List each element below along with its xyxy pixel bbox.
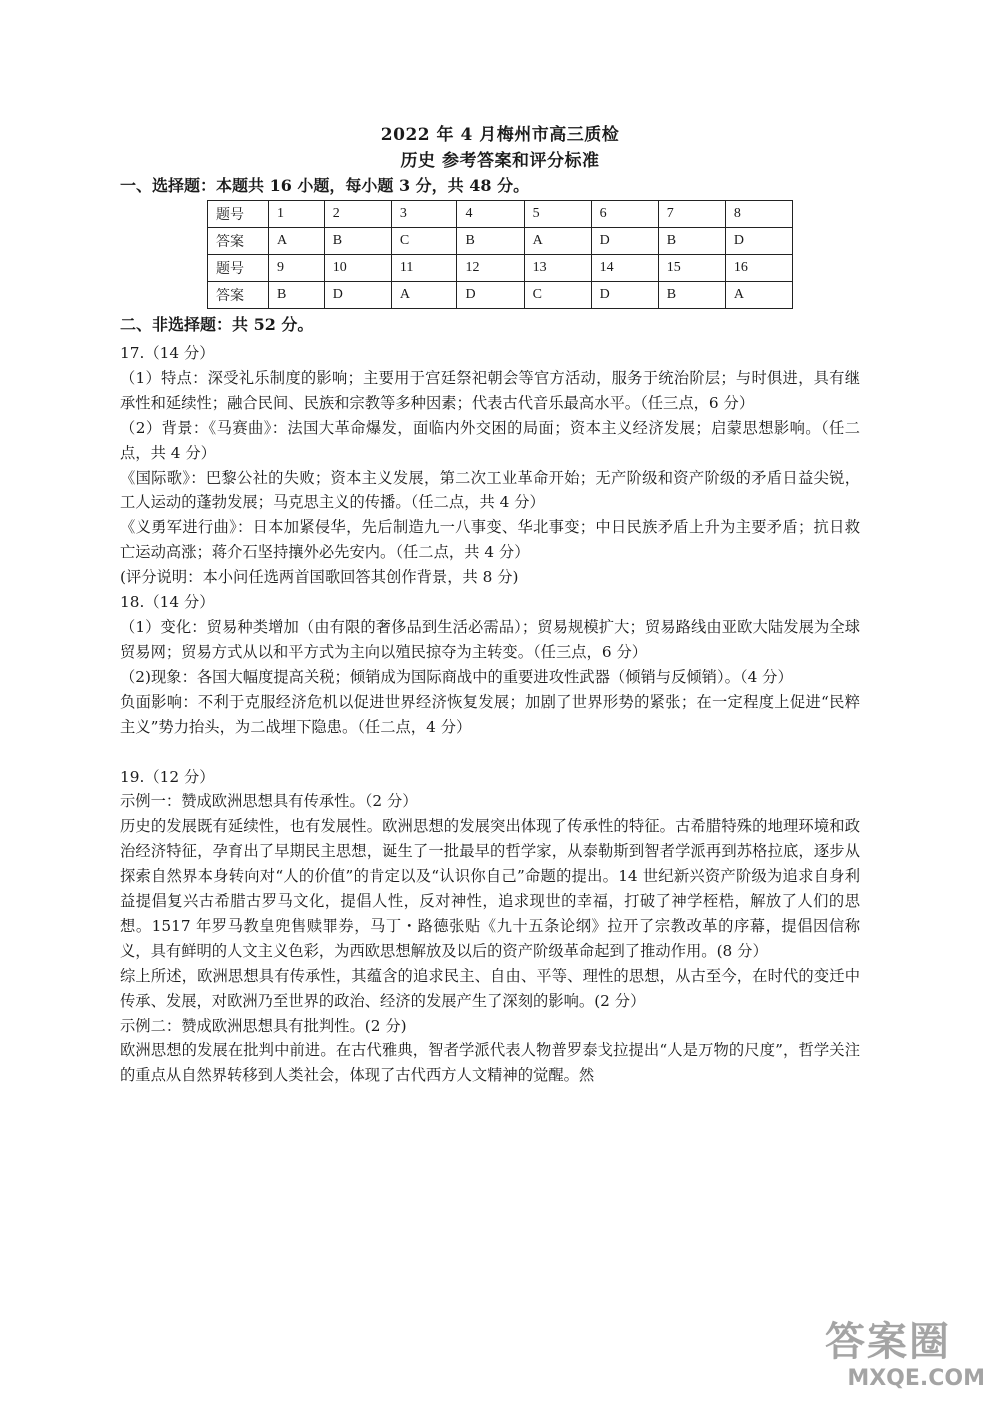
table-cell: A	[269, 228, 325, 255]
table-cell: A	[725, 282, 792, 309]
table-cell: 15	[658, 255, 725, 282]
page-subtitle: 历史 参考答案和评分标准	[400, 151, 600, 171]
table-cell: C	[391, 228, 457, 255]
watermark-logo	[825, 1318, 985, 1408]
table-row-header: 题号	[208, 255, 269, 282]
table-cell: A	[524, 228, 591, 255]
answer-paragraph: （1）特点：深受礼乐制度的影响；主要用于宫廷祭祀朝会等官方活动，服务于统治阶层；与时俱进，具有继承性和延续性；融合民间、民族和宗教等多种因素；代表古代音乐最高水平。（任三点，6 分）	[120, 368, 860, 412]
section-2-heading: 二、非选择题：共 52 分。	[120, 315, 314, 334]
logo-main-text: 答案圈	[825, 1319, 951, 1365]
answer-paragraph: （2)现象：各国大幅度提高关税；倾销成为国际商战中的重要进攻性武器（倾销与反倾销）。（4 分）	[120, 667, 793, 686]
answer-paragraph: (评分说明：本小问任选两首国歌回答其创作背景，共 8 分)	[120, 568, 519, 587]
table-cell: 16	[725, 255, 792, 282]
table-row	[208, 201, 793, 228]
table-cell: B	[324, 228, 391, 255]
answer-paragraph: 综上所述，欧洲思想具有传承性，其蕴含的追求民主、自由、平等、理性的思想，从古至今，在时代的变迁中传承、发展，对欧洲乃至世界的政治、经济的发展产生了深刻的影响。(2 分）	[120, 966, 860, 1010]
table-cell: B	[269, 282, 325, 309]
table-row-header: 答案	[208, 282, 269, 309]
answer-paragraph: 19.（12 分）	[120, 767, 215, 786]
section-1-heading: 一、选择题：本题共 16 小题，每小题 3 分，共 48 分。	[120, 176, 530, 195]
table-cell: 1	[269, 201, 325, 228]
table-cell: 4	[457, 201, 524, 228]
table-cell: 3	[391, 201, 457, 228]
answer-paragraph: 负面影响：不利于克服经济危机以促进世界经济恢复发展；加剧了世界形势的紧张；在一定程度上促进“民粹主义”势力抬头，为二战埋下隐患。（任二点，4 分）	[120, 692, 860, 736]
table-cell: B	[658, 228, 725, 255]
table-row	[208, 282, 793, 309]
answer-paragraph: （1）变化：贸易种类增加（由有限的奢侈品到生活必需品）；贸易规模扩大；贸易路线由亚欧大陆发展为全球贸易网；贸易方式从以和平方式为主向以殖民掠夺为主转变。（任三点，6 分）	[120, 617, 860, 661]
table-cell: 11	[391, 255, 457, 282]
table-cell: 5	[524, 201, 591, 228]
table-cell: B	[457, 228, 524, 255]
table-row-header: 答案	[208, 228, 269, 255]
answer-paragraph	[120, 740, 860, 765]
table-row	[208, 228, 793, 255]
page-title: 2022 年 4 月梅州市高三质检	[380, 125, 620, 145]
logo-url-text: MXQE.COM	[847, 1366, 985, 1391]
table-cell: 6	[591, 201, 658, 228]
answer-paragraph: 17.（14 分）	[120, 344, 215, 362]
table-cell: D	[457, 282, 524, 309]
answer-body	[120, 341, 860, 1088]
answer-paragraph: 示例二：赞成欧洲思想具有批判性。(2 分)	[120, 1016, 407, 1035]
answer-paragraph: 18.（14 分）	[120, 593, 215, 612]
answer-paragraph: 历史的发展既有延续性，也有发展性。欧洲思想的发展突出体现了传承性的特征。古希腊特殊的地理环境和政治经济特征，孕育出了早期民主思想，诞生了一批最早的哲学家，从泰勒斯到智者学派再到苏格拉底，逐步从探索自然界本身转向对“人的价值”的肯定以及“认识你自己”命题的提出。14 世纪新兴资产阶级为追求自身利益提倡复兴古希腊古罗马文化，提倡人性，反对神性，追求现世的幸福，打破了神学桎梏，解放了人们的思想。1517 年罗马教皇兜售赎罪券，马丁・路德张贴《九十五条论纲》拉开了宗教改革的序幕，提倡因信称义，具有鲜明的人文主义色彩，为西欧思想解放及以后的资产阶级革命起到了推动作用。(8 分）	[120, 817, 860, 960]
answer-paragraph: 《义勇军进行曲》：日本加紧侵华，先后制造九一八事变、华北事变；中日民族矛盾上升为主要矛盾；抗日救亡运动高涨；蒋介石坚持攘外必先安内。（任二点，共 4 分）	[120, 518, 860, 562]
table-cell: 10	[324, 255, 391, 282]
table-cell: 8	[725, 201, 792, 228]
table-cell: B	[658, 282, 725, 309]
answer-paragraph: （2）背景：《马赛曲》：法国大革命爆发，面临内外交困的局面；资本主义经济发展；启蒙思想影响。（任二点，共 4 分）	[120, 418, 860, 462]
table-cell: A	[391, 282, 457, 309]
answer-paragraph: 《国际歌》：巴黎公社的失败；资本主义发展，第二次工业革命开始；无产阶级和资产阶级的矛盾日益尖锐，工人运动的蓬勃发展；马克思主义的传播。（任二点，共 4 分）	[120, 468, 860, 512]
answer-table	[207, 200, 793, 309]
table-cell: 13	[524, 255, 591, 282]
table-cell: 7	[658, 201, 725, 228]
table-cell: D	[591, 282, 658, 309]
answer-paragraph: 示例一：赞成欧洲思想具有传承性。（2 分）	[120, 792, 418, 811]
table-cell: 12	[457, 255, 524, 282]
table-row	[208, 255, 793, 282]
table-cell: 14	[591, 255, 658, 282]
answer-paragraph: 欧洲思想的发展在批判中前进。在古代雅典，智者学派代表人物普罗泰戈拉提出“人是万物的尺度”，哲学关注的重点从自然界转移到人类社会，体现了古代西方人文精神的觉醒。然	[120, 1041, 860, 1085]
table-cell: 9	[269, 255, 325, 282]
table-row-header: 题号	[208, 201, 269, 228]
table-cell: D	[324, 282, 391, 309]
table-cell: D	[591, 228, 658, 255]
table-cell: 2	[324, 201, 391, 228]
table-cell: C	[524, 282, 591, 309]
table-cell: D	[725, 228, 792, 255]
